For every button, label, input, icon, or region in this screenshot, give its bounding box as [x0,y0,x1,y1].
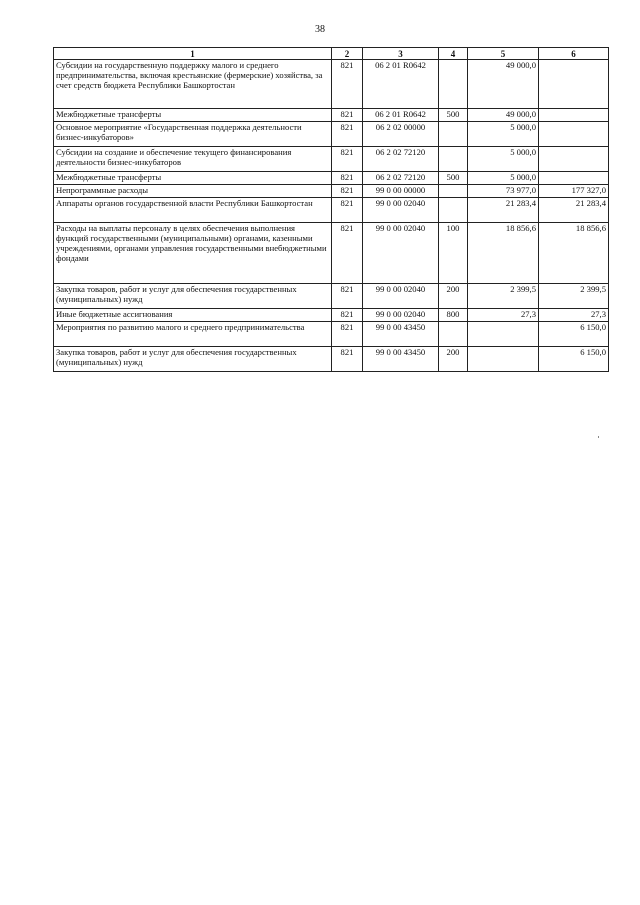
table-row [54,347,609,372]
header-col-1: 1 [54,48,332,60]
row-sum-2 [539,122,609,147]
row-gr: 821 [332,147,363,172]
table-row [54,172,609,185]
row-gr: 821 [332,309,363,322]
row-name: Закупка товаров, работ и услуг для обеспечения государственных (муниципальных) нужд [54,284,332,309]
row-name: Непрограммные расходы [54,185,332,198]
row-sum-1: 27,3 [468,309,539,322]
row-sum-1: 5 000,0 [468,122,539,147]
row-csr: 99 0 00 02040 [363,309,439,322]
row-csr: 99 0 00 02040 [363,223,439,284]
row-csr: 99 0 00 02040 [363,284,439,309]
row-csr: 99 0 00 00000 [363,185,439,198]
row-csr: 06 2 02 72120 [363,172,439,185]
row-name: Мероприятия по развитию малого и среднего предпринимательства [54,322,332,347]
row-csr: 99 0 00 43450 [363,322,439,347]
row-name: Основное мероприятие «Государственная поддержка деятельности бизнес-инкубаторов» [54,122,332,147]
row-sum-2: 2 399,5 [539,284,609,309]
row-gr: 821 [332,172,363,185]
row-vr [439,185,468,198]
table-row [54,198,609,223]
row-sum-1: 2 399,5 [468,284,539,309]
row-csr: 99 0 00 43450 [363,347,439,372]
budget-table [53,47,609,372]
row-gr: 821 [332,198,363,223]
row-gr: 821 [332,60,363,109]
row-sum-1: 5 000,0 [468,147,539,172]
row-vr [439,322,468,347]
header-col-5: 5 [468,48,539,60]
header-col-3: 3 [363,48,439,60]
row-vr: 200 [439,284,468,309]
row-sum-2: 27,3 [539,309,609,322]
row-vr [439,198,468,223]
row-sum-1 [468,347,539,372]
row-name: Межбюджетные трансферты [54,109,332,122]
row-csr: 06 2 01 R0642 [363,60,439,109]
row-sum-2: 18 856,6 [539,223,609,284]
row-gr: 821 [332,185,363,198]
row-sum-1: 49 000,0 [468,109,539,122]
header-row [54,48,609,60]
row-name: Субсидии на государственную поддержку малого и среднего предпринимательства, включая крестьянские (фермерские) хозяйства, за счет средств бюджета Республики Башкортостан [54,60,332,109]
row-gr: 821 [332,322,363,347]
row-vr [439,60,468,109]
row-sum-2 [539,172,609,185]
table-row [54,122,609,147]
table-row [54,284,609,309]
row-name: Закупка товаров, работ и услуг для обеспечения государственных (муниципальных) нужд [54,347,332,372]
header-col-4: 4 [439,48,468,60]
row-gr: 821 [332,284,363,309]
row-name: Иные бюджетные ассигнования [54,309,332,322]
row-sum-2: 21 283,4 [539,198,609,223]
scan-speck [598,436,599,438]
row-sum-1: 18 856,6 [468,223,539,284]
row-vr: 500 [439,109,468,122]
row-vr: 200 [439,347,468,372]
row-name: Межбюджетные трансферты [54,172,332,185]
table-header [54,48,609,60]
row-csr: 06 2 02 72120 [363,147,439,172]
row-csr: 06 2 02 00000 [363,122,439,147]
row-sum-1: 73 977,0 [468,185,539,198]
row-sum-2: 177 327,0 [539,185,609,198]
row-vr [439,122,468,147]
row-sum-1: 21 283,4 [468,198,539,223]
table-body [54,60,609,372]
row-gr: 821 [332,122,363,147]
table-row [54,109,609,122]
row-sum-2: 6 150,0 [539,322,609,347]
row-vr: 100 [439,223,468,284]
row-name: Субсидии на создание и обеспечение текущего финансирования деятельности бизнес-инкубаторов [54,147,332,172]
row-sum-2 [539,147,609,172]
row-sum-1: 49 000,0 [468,60,539,109]
header-col-2: 2 [332,48,363,60]
row-sum-1 [468,322,539,347]
header-col-6: 6 [539,48,609,60]
row-vr: 500 [439,172,468,185]
table-row [54,60,609,109]
row-name: Аппараты органов государственной власти Республики Башкортостан [54,198,332,223]
table-row [54,309,609,322]
row-gr: 821 [332,223,363,284]
row-gr: 821 [332,347,363,372]
page-number: 38 [315,24,325,35]
table-row [54,147,609,172]
table-row [54,322,609,347]
table-row [54,185,609,198]
row-gr: 821 [332,109,363,122]
table-row [54,223,609,284]
row-csr: 06 2 01 R0642 [363,109,439,122]
row-name: Расходы на выплаты персоналу в целях обеспечения выполнения функций государственными (муниципальными) органами, казенными учреждениями, органами управления государственными внебюджетными фондами [54,223,332,284]
row-vr: 800 [439,309,468,322]
row-sum-2: 6 150,0 [539,347,609,372]
row-sum-2 [539,60,609,109]
row-vr [439,147,468,172]
row-csr: 99 0 00 02040 [363,198,439,223]
row-sum-1: 5 000,0 [468,172,539,185]
row-sum-2 [539,109,609,122]
